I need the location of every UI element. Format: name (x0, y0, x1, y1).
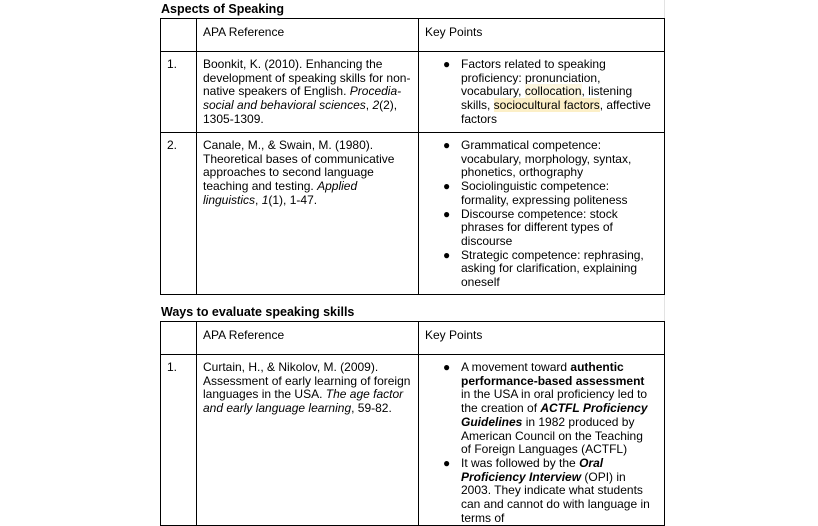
journal-name: Procedia-social and behavioral sciences (203, 84, 402, 113)
list-item (443, 138, 656, 180)
list-item (443, 179, 656, 207)
reference-cell (197, 355, 419, 526)
bullet-icon: ● (443, 455, 451, 470)
journal-name: The age factor and early language learning (203, 387, 404, 416)
list-item (443, 455, 656, 526)
header-key-points: Key Points (419, 322, 665, 355)
bold-phrase: authentic performance-based assessment (461, 360, 645, 388)
list-item (443, 360, 656, 457)
table-header-row (161, 19, 665, 52)
row-number: 1. (161, 355, 197, 526)
list-item (443, 206, 656, 249)
key-points-list (425, 58, 656, 127)
bold-italic-phrase: Oral Proficiency Interview (461, 455, 604, 484)
point-text: A movement toward (461, 360, 571, 374)
point-text: (OPI) in 2003. They indicate what students can and cannot do with language in terms of (461, 469, 650, 525)
reference-pages: (1), 1-47. (268, 192, 318, 207)
reference-text: Canale, M., & Swain, M. (1980). Theoretical bases of communicative approaches to second language teaching and testing. (203, 138, 395, 194)
reference-cell (197, 133, 419, 295)
bullet-icon: ● (443, 360, 451, 374)
point-text: Discourse competence: stock phrases for different types of discourse (461, 206, 618, 248)
row-number: 1. (161, 52, 197, 133)
volume: 1 (261, 192, 269, 207)
bullet-icon: ● (443, 206, 451, 221)
bullet-icon: ● (443, 138, 451, 152)
bullet-icon: ● (443, 57, 451, 71)
header-key-points: Key Points (419, 19, 665, 52)
reference-pages: , 59-82. (351, 401, 392, 416)
point-text: Grammatical competence: vocabulary, morphology, syntax, phonetics, orthography (461, 138, 632, 180)
journal-name: Applied linguistics (203, 179, 358, 207)
comment-highlight[interactable]: sociocultural factors (493, 98, 600, 113)
table-row (161, 133, 665, 295)
comment-highlight[interactable]: collocation (524, 84, 582, 99)
section-title-evaluate: Ways to evaluate speaking skills (161, 305, 355, 319)
key-points-cell (419, 355, 665, 526)
point-text: in 1982 produced by American Council on the Teaching of Foreign Languages (ACTFL) (461, 414, 643, 457)
reference-cell (197, 52, 419, 133)
reference-text: Boonkit, K. (2010). Enhancing the development of speaking skills for non-native speakers of English. (203, 57, 411, 99)
key-points-cell (419, 52, 665, 133)
section-title-aspects: Aspects of Speaking (161, 2, 284, 16)
evaluation-table (160, 321, 665, 526)
point-text: Strategic competence: rephrasing, asking for clarification, explaining oneself (461, 247, 644, 290)
header-apa-reference: APA Reference (197, 322, 419, 355)
header-apa-reference: APA Reference (197, 19, 419, 52)
key-points-list (425, 139, 656, 290)
header-num-cell (161, 19, 197, 52)
reference-text: Curtain, H., & Nikolov, M. (2009). Assessment of early learning of foreign languages in the USA. (203, 360, 411, 402)
key-points-list (425, 361, 656, 525)
point-text: Factors related to speaking proficiency: pronunciation, vocabulary, (461, 57, 606, 99)
reference-pages: (2), 1305-1309. (203, 98, 398, 126)
list-item (443, 247, 656, 290)
key-points-cell (419, 133, 665, 295)
aspects-table (160, 18, 665, 295)
table-header-row (161, 322, 665, 355)
reference-separator: , (365, 98, 373, 113)
table-row (161, 52, 665, 133)
header-num-cell (161, 322, 197, 355)
point-text: in the USA in oral proficiency led to the creation of (461, 387, 648, 416)
reference-separator: , (255, 192, 262, 207)
bullet-icon: ● (443, 247, 451, 262)
point-text: It was followed by the (461, 455, 580, 470)
list-item (443, 57, 656, 127)
point-text: Sociolinguistic competence: formality, expressing politeness (461, 179, 628, 207)
point-text: , listening skills, (461, 84, 633, 113)
volume: 2 (372, 98, 380, 113)
point-text: , affective factors (461, 98, 651, 126)
table-row (161, 355, 665, 526)
bold-italic-phrase: ACTFL Proficiency Guidelines (461, 401, 648, 429)
bullet-icon: ● (443, 179, 451, 194)
row-number: 2. (161, 133, 197, 295)
